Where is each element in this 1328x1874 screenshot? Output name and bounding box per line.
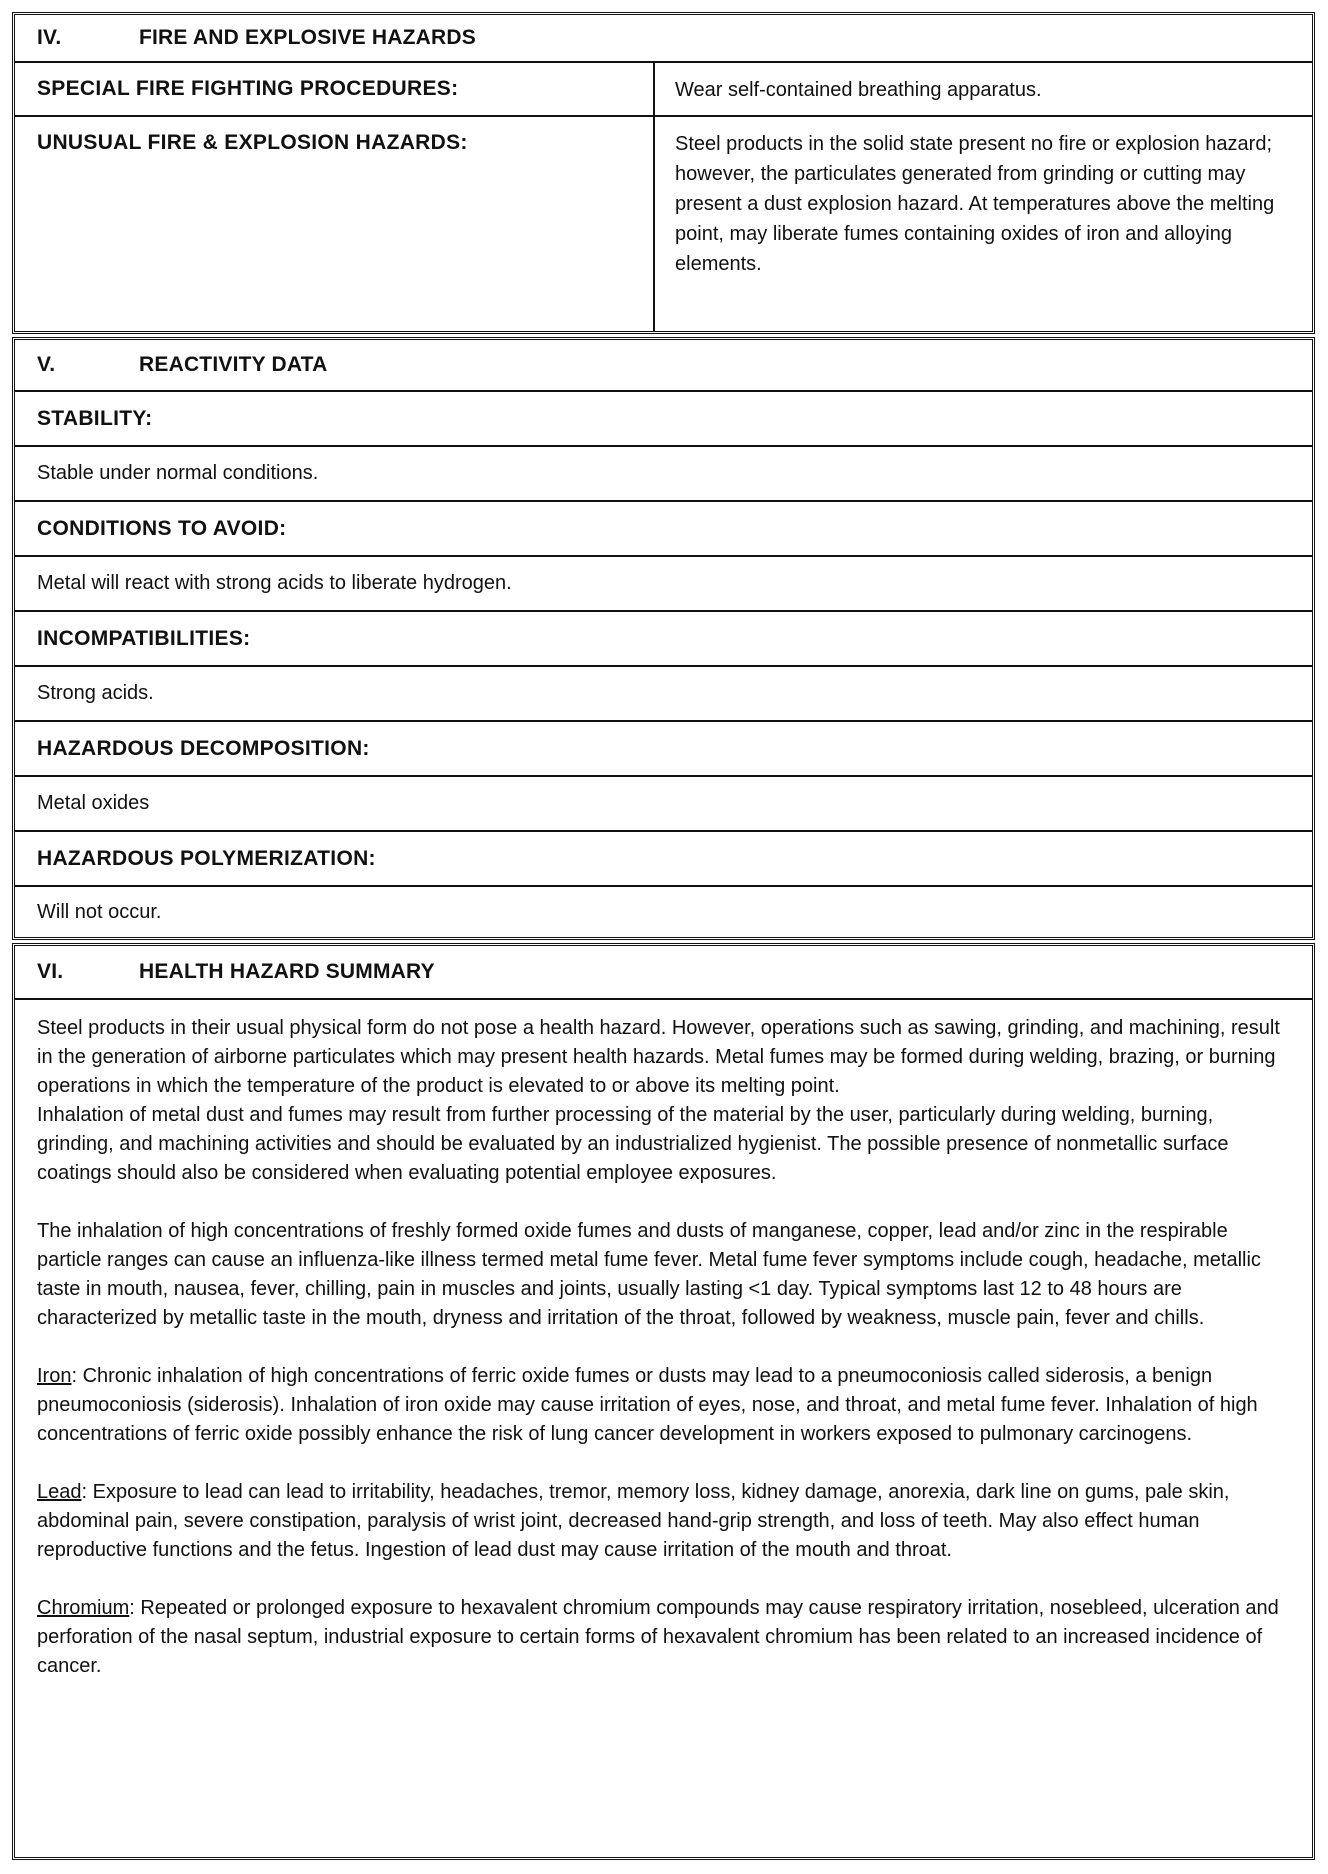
- stability-label-row: [15, 392, 1312, 447]
- fire-fighting-row: [15, 63, 1312, 117]
- section-number: V.: [37, 353, 56, 376]
- iron-paragraph: Iron: Chronic inhalation of high concentrations of ferric oxide fumes or dusts may lead to a pneumoconiosis called siderosis, a benign pneumoconiosis (siderosis). Inhalation of iron oxide may cause irritation of eyes, nose, and throat, and metal fume fever. Inhalation of high concentrations of ferric oxide possibly enhance the risk of lung cancer development in workers exposed to pulmonary carcinogens.: [37, 1365, 1258, 1445]
- section-title: REACTIVITY DATA: [139, 353, 328, 376]
- chromium-label: Chromium: [37, 1597, 130, 1619]
- polymer-label-row: [15, 832, 1312, 887]
- stability-value: Stable under normal conditions.: [37, 462, 319, 484]
- health-paragraph: Inhalation of metal dust and fumes may result from further processing of the material by the user, particularly during welding, burning, grinding, and machining activities and should be evaluated by an industrialized hygienist. The possible presence of nonmetallic surface coatings should also be considered when evaluating potential employee exposures.: [37, 1104, 1229, 1184]
- incompat-value: Strong acids.: [37, 682, 154, 704]
- explosion-hazards-label: UNUSUAL FIRE & EXPLOSION HAZARDS:: [15, 117, 655, 331]
- stability-label: STABILITY:: [37, 406, 153, 430]
- avoid-label: CONDITIONS TO AVOID:: [37, 516, 287, 540]
- fire-fighting-value: Wear self-contained breathing apparatus.: [675, 79, 1042, 101]
- msds-page: [12, 12, 1315, 1863]
- section-number: VI.: [37, 960, 64, 983]
- stability-value-row: [15, 447, 1312, 502]
- polymer-label: HAZARDOUS POLYMERIZATION:: [37, 846, 376, 870]
- health-hazard-section: [12, 943, 1315, 1860]
- polymer-value: Will not occur.: [37, 900, 162, 923]
- chromium-paragraph: Chromium: Repeated or prolonged exposure to hexavalent chromium compounds may cause respiratory irritation, nosebleed, ulceration and perforation of the nasal septum, industrial exposure to certain forms of hexavalent chromium has been related to an increased incidence of cancer.: [37, 1597, 1279, 1677]
- incompat-value-row: [15, 667, 1312, 722]
- decomp-label-row: [15, 722, 1312, 777]
- explosion-hazards-row: [15, 117, 1312, 331]
- iron-label: Iron: [37, 1365, 72, 1387]
- section-number: IV.: [37, 26, 62, 49]
- section-header: [15, 340, 1312, 392]
- fire-hazards-section: [12, 12, 1315, 334]
- avoid-value-row: [15, 557, 1312, 612]
- section-title: HEALTH HAZARD SUMMARY: [139, 960, 435, 983]
- decomp-value: Metal oxides: [37, 792, 150, 814]
- health-summary-body: [15, 1000, 1312, 1691]
- polymer-value-row: [15, 887, 1312, 937]
- health-paragraph: Steel products in their usual physical form do not pose a health hazard. However, operations such as sawing, grinding, and machining, result in the generation of airborne particulates which may present health hazards. Metal fumes may be formed during welding, brazing, or burning operations in which the temperature of the product is elevated to or above its melting point.: [37, 1017, 1280, 1097]
- incompat-label-row: [15, 612, 1312, 667]
- decomp-label: HAZARDOUS DECOMPOSITION:: [37, 736, 370, 760]
- health-paragraph: The inhalation of high concentrations of freshly formed oxide fumes and dusts of manganese, copper, lead and/or zinc in the respirable particle ranges can cause an influenza-like illness termed metal fume fever. Metal fume fever symptoms include cough, headache, metallic taste in mouth, nausea, fever, chilling, pain in muscles and joints, usually lasting <1 day. Typical symptoms last 12 to 48 hours are characterized by metallic taste in the mouth, dryness and irritation of the throat, followed by weakness, muscle pain, fever and chills.: [37, 1220, 1261, 1329]
- decomp-value-row: [15, 777, 1312, 832]
- incompat-label: INCOMPATIBILITIES:: [37, 626, 251, 650]
- lead-label: Lead: [37, 1481, 82, 1503]
- reactivity-section: [12, 337, 1315, 940]
- fire-fighting-label: SPECIAL FIRE FIGHTING PROCEDURES:: [15, 63, 655, 115]
- section-header: [15, 15, 1312, 63]
- section-title: FIRE AND EXPLOSIVE HAZARDS: [139, 26, 476, 49]
- lead-paragraph: Lead: Exposure to lead can lead to irritability, headaches, tremor, memory loss, kidney damage, anorexia, dark line on gums, pale skin, abdominal pain, severe constipation, paralysis of wrist joint, decreased hand-grip strength, and loss of teeth. May also effect human reproductive functions and the fetus. Ingestion of lead dust may cause irritation of the mouth and throat.: [37, 1481, 1230, 1561]
- section-header: [15, 946, 1312, 1000]
- avoid-value: Metal will react with strong acids to liberate hydrogen.: [37, 572, 512, 594]
- avoid-label-row: [15, 502, 1312, 557]
- explosion-hazards-value: Steel products in the solid state present no fire or explosion hazard; however, the particulates generated from grinding or cutting may present a dust explosion hazard. At temperatures above the melting point, may liberate fumes containing oxides of iron and alloying elements.: [675, 133, 1275, 275]
